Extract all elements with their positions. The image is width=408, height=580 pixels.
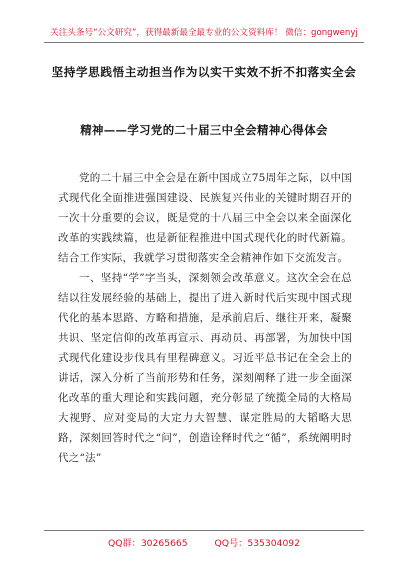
body-paragraph-section-one: 一、坚持“学”字当头，深刻领会改革意义。这次全会在总结以往发展经验的基础上，提出了进入新时代后实现中国式现代化的基本思路、方略和措施，是承前启后、继往开来，凝聚共识、坚定信仰的改革再宣示、再动员、再部署，为加快中国式现代化建设步伐具有里程碑意义。习近平总书记在全会上的讲话，深入分析了当前形势和任务，深刻阐释了进一步全面深化改革的重大理论和实践问题，充分彰显了统揽全局的大格局大视野、应对变局的大定力大智慧、谋定胜局的大韬略大思路，深刻回答时代之“问”，创造诠释时代之“循”，系统阐明时代之“法” [58,272,352,464]
document-body [58,168,352,468]
document-title: 坚持学思践悟主动担当作为以实干实效不折不扣落实全会 [51,65,357,79]
body-paragraph-intro: 党的二十届三中全会是在新中国成立75周年之际，以中国式现代化全面推进强国建设、民族复兴伟业的关键时期召开的一次十分重要的会议，既是党的十八届三中全会以来全面深化改革的实践续篇，也是新征程推进中国式现代化的时代新篇。结合工作实际，我就学习贯彻落实全会精神作如下交流发言。 [58,172,352,264]
footer-contact [0,535,408,549]
header-divider [44,42,364,43]
document-subtitle: 精神——学习党的二十届三中全会精神心得体会 [80,123,328,137]
footer-divider [44,530,364,531]
footer-qq-group: QQ群：30265665 [108,538,188,549]
top-banner-text: 关注头条号“公文研究”，获得最新最全最专业的公文资料库！ 微信：gongwenyj [50,28,358,38]
footer-qq-number: QQ号：535304092 [214,538,300,549]
